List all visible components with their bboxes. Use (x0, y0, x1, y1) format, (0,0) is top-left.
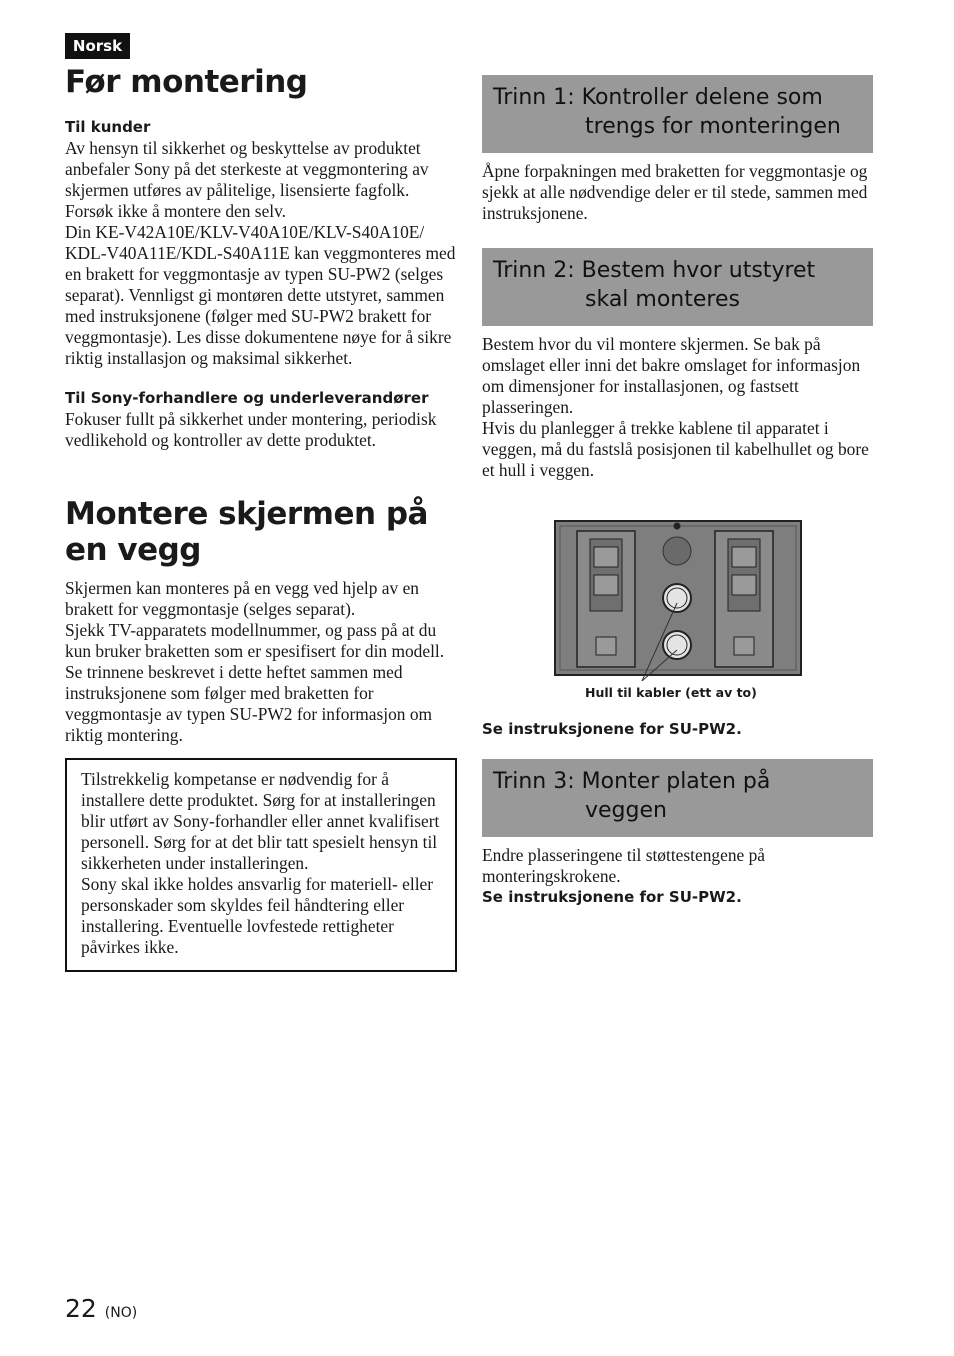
page-number-suffix: (NO) (104, 1305, 138, 1321)
section-title-wall-mount: Montere skjermen på en vegg (65, 496, 428, 568)
section-title-before-mounting: Før montering (65, 64, 308, 100)
page-number (65, 1294, 137, 1323)
see-instructions-2: Se instruksjonene for SU-PW2. (482, 888, 742, 906)
see-instructions-1: Se instruksjonene for SU-PW2. (482, 720, 742, 738)
step3-heading-line2: veggen (585, 798, 667, 823)
step3-heading-line1: Trinn 3: Monter platen på (493, 769, 771, 794)
notice-competence: Tilstrekkelig kompetanse er nødvendig for å installere dette produktet. Sørg for at installeringen blir utført av Sony-forhandler eller annet kvalifisert personell. Sørg for at det blir tatt spesielt hensyn til sikkerheten under installeringen. (81, 769, 440, 873)
step2-text-1: Bestem hvor du vil montere skjermen. Se bak på omslaget eller inni det bakre omslaget for informasjon om dimensjoner for installasjonen, og fastsett plasseringen. (482, 334, 861, 417)
step3-text: Endre plasseringene til støttestengene på monteringskrokene. (482, 845, 765, 886)
step2-heading-line1: Trinn 2: Bestem hvor utstyret (493, 258, 816, 283)
paragraph-wall-mount-intro: Skjermen kan monteres på en vegg ved hjelp av en brakett for veggmontasje (selges separat). (65, 578, 419, 619)
step1-heading (482, 75, 873, 153)
left-column (65, 64, 457, 972)
page-number-value: 22 (65, 1294, 97, 1323)
step1-text: Åpne forpakningen med braketten for veggmontasje og sjekk at alle nødvendige deler er til stede, sammen med instruksjonene. (482, 161, 868, 223)
step1-heading-line2: trengs for monteringen (585, 114, 841, 139)
paragraph-model-check: Sjekk TV-apparatets modellnummer, og pass på at du kun bruker braketten som er spesifisert for din modell. Se trinnene beskrevet i dette heftet sammen med instruksjonene som følger med braketten for veggmontasje av typen SU-PW2 for informasjon om riktig montering. (65, 620, 445, 745)
paragraph-models: Din KE-V42A10E/KLV-V40A10E/KLV-S40A10E/ KDL-V40A11E/KDL-S40A11E kan veggmonteres med en brakett for veggmontasje av typen SU-PW2 (selges separat). Vennligst gi montøren dette utstyret, sammen med instruksjonene (følger med SU-PW2 brakett for veggmontasje). Les disse dokumentene nøye for å sikre riktig installasjon og maksimal sikkerhet. (65, 222, 456, 368)
right-column (482, 75, 873, 908)
step2-heading (482, 248, 873, 326)
notice-liability: Sony skal ikke holdes ansvarlig for materiell- eller personskader som skyldes feil håndtering eller installering. Eventuelle lovfestede rettigheter påvirkes ikke. (81, 874, 434, 957)
step2-heading-line2: skal monteres (585, 287, 740, 312)
notice-box (65, 758, 457, 972)
step1-heading-line1: Trinn 1: Kontroller delene som (493, 85, 823, 110)
subheading-dealers: Til Sony-forhandlere og underleverandører (65, 389, 429, 407)
step2-text-2: Hvis du planlegger å trekke kablene til apparatet i veggen, må du fastslå posisjonen til kabelhullet og bore et hull i veggen. (482, 418, 869, 480)
paragraph-safety: Av hensyn til sikkerhet og beskyttelse av produktet anbefaler Sony på det sterkeste at veggmontering av skjermen utføres av pålitelige, lisensierte fagfolk. Forsøk ikke å montere den selv. (65, 138, 429, 221)
language-tag: Norsk (65, 33, 130, 59)
wall-bracket-figure (482, 511, 873, 716)
bracket-diagram (482, 511, 873, 681)
step3-heading (482, 759, 873, 837)
subheading-customers: Til kunder (65, 118, 151, 136)
figure-caption: Hull til kabler (ett av to) (585, 685, 757, 700)
paragraph-dealers: Fokuser fullt på sikkerhet under montering, periodisk vedlikehold og kontroller av dette produktet. (65, 409, 437, 450)
